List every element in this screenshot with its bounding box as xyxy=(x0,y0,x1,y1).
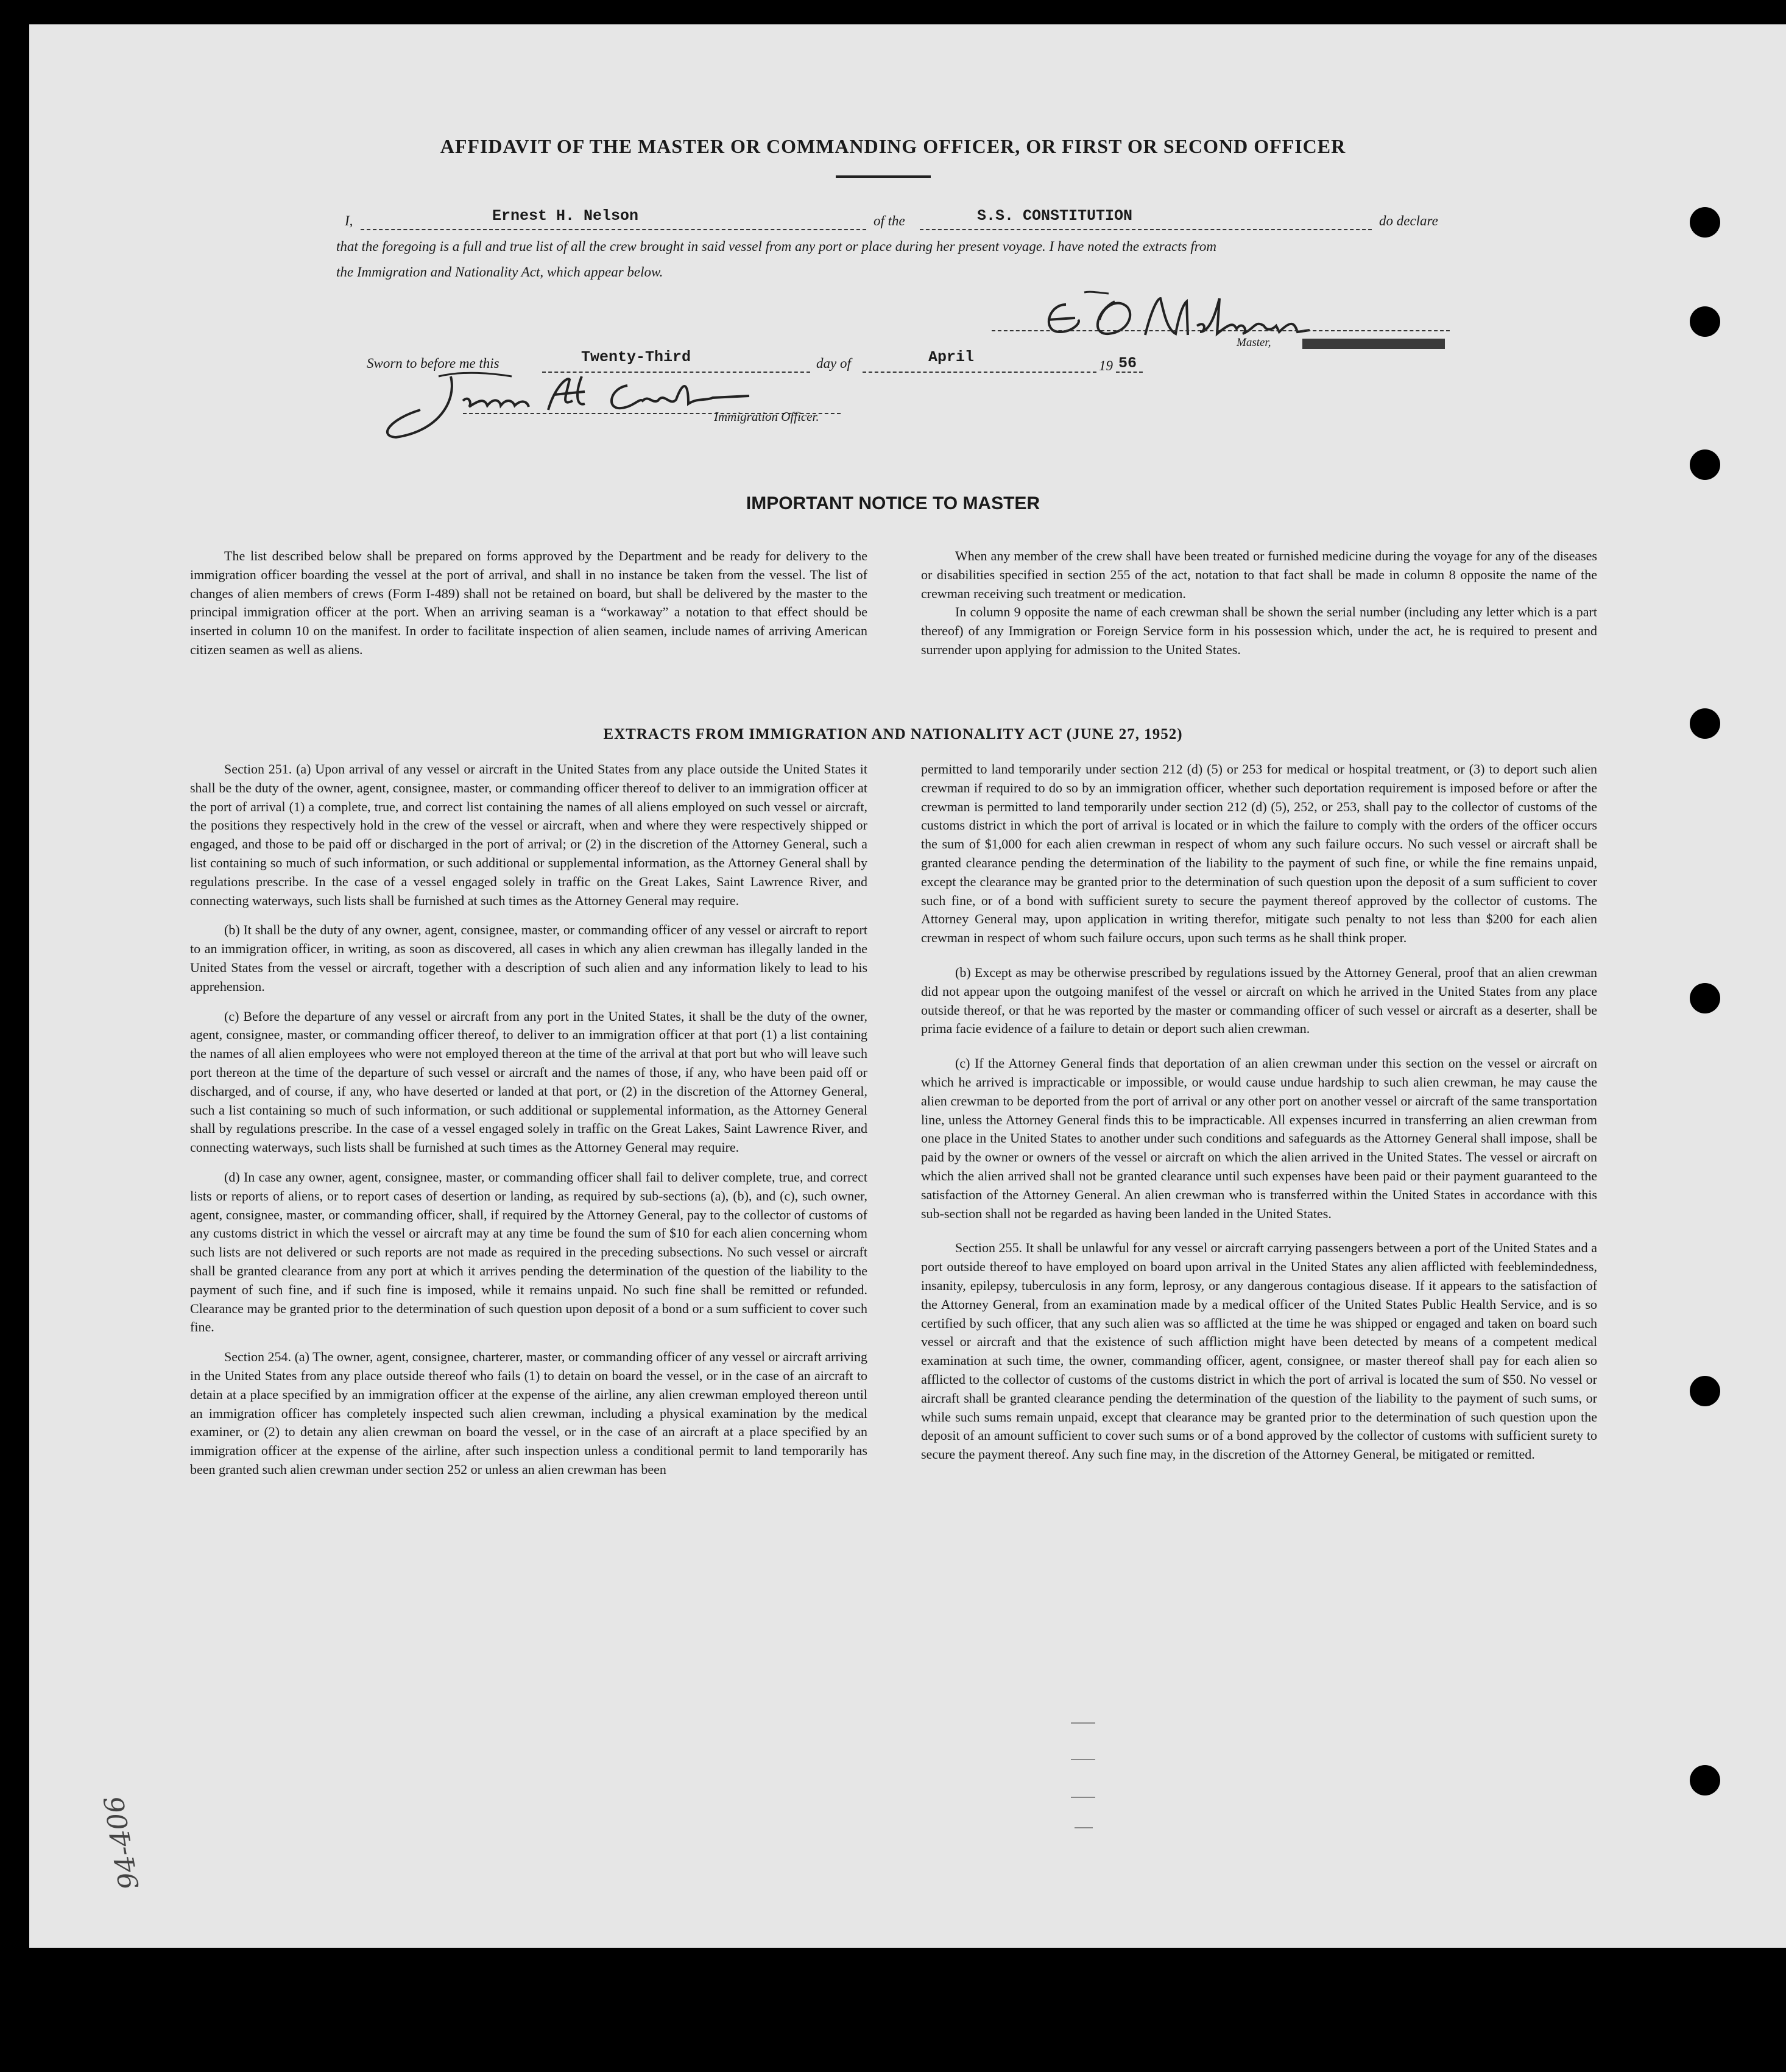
section-251-c: (c) Before the departure of any vessel or aircraft from any port in the United States, it shall be the duty of the owner, agent, consignee, master, or commanding officer thereof, to deliver to an immigration officer at that port (1) a list containing the names of all alien employees who were not employed thereon at the time of the arrival at that port but who will leave such port thereon at the time of the departure of such vessel or aircraft and the names of those, if any, who have been paid off or discharged, and of course, if any, who have deserted or landed at that port, or (2) in the discretion of the Attorney General, such a list containing so much of such information, or such additional or supplemental information, as the Attorney General shall by regulations prescribe. In the case of a vessel engaged solely in traffic on the Great Lakes, Saint Lawrence River, and connecting waterways, such lists shall be furnished at such times as the Attorney General may require. xyxy=(190,1008,867,1155)
section-251-b: (b) It shall be the duty of any owner, agent, consignee, master, or commanding officer of any vessel or aircraft to report to an immigration officer, in writing, as soon as discovered, all cases in which any alien crewman has illegally landed in the United States from the vessel or aircraft, together with a description of such alien and any information likely to lead to his apprehension. xyxy=(190,922,867,994)
declaration-line-1: that the foregoing is a full and true list of all the crew brought in said vessel from any port or place during her present voyage. I have noted the extracts from xyxy=(336,239,1216,254)
sworn-day: Twenty-Third xyxy=(581,348,691,366)
sworn-month-fill-line xyxy=(863,372,1096,373)
label-i: I, xyxy=(345,213,353,228)
dash-mark xyxy=(1071,1797,1095,1798)
year-fill-line xyxy=(1116,372,1143,373)
handwritten-margin-note: 94-406 xyxy=(98,1793,146,1892)
notice-right-paragraph-1: When any member of the crew shall have been treated or furnished medicine during the voyage for any of the diseases or disabilities specified in section 255 of the act, notation to that fact shall be made in column 8 opposite the name of the crewman receiving such treatment or medication. xyxy=(921,548,1597,601)
master-signature-line xyxy=(992,330,1450,331)
punch-hole xyxy=(1690,1765,1720,1795)
label-of-the: of the xyxy=(874,213,905,228)
label-do-declare: do declare xyxy=(1379,213,1438,228)
section-254-b: (b) Except as may be otherwise prescribed by regulations issued by the Attorney General, proof that an alien crewman did not appear upon the outgoing manifest of the vessel or aircraft on which he arrived in the United States from any place outside thereof, or that he was reported by the master or commanding officer of such vessel or aircraft as a deserter, shall be prima facie evidence of a failure to detain or deport such alien crewman. xyxy=(921,964,1597,1037)
dash-mark xyxy=(1071,1759,1095,1760)
master-name: Ernest H. Nelson xyxy=(492,207,639,225)
extracts-right-column xyxy=(921,760,1597,1464)
notice-left-paragraph: The list described below shall be prepared on forms approved by the Department and be ready for delivery to the immigration officer boarding the vessel at the port of arrival, and shall in no instance be taken from the vessel. The list of changes of alien members of crews (Form I-489) shall not be retained on board, but shall be delivered by the master to the principal immigration officer at the port. When an arriving seaman is a “workaway” a notation to that effect should be inserted in column 10 on the manifest. In order to facilitate inspection of alien seamen, include names of arriving American citizen seamen as well as aliens. xyxy=(190,548,867,657)
notice-right-column xyxy=(921,547,1597,660)
struck-out-text xyxy=(1302,339,1445,349)
extracts-title: EXTRACTS FROM IMMIGRATION AND NATIONALITY ACT (JUNE 27, 1952) xyxy=(603,726,1183,742)
section-254-a: Section 254. (a) The owner, agent, consignee, charterer, master, or commanding officer of any vessel or aircraft arriving in the United States from any place outside thereof who fails (1) to detain on board the vessel, or in the case of an aircraft to detain at a place specified by an immigration officer at the expense of the airline, any alien crewman employed thereon until an immigration officer has completely inspected such alien crewman, including a physical examination by the medical examiner, or (2) to detain any alien crewman on board the vessel, or in the case of an aircraft at a place specified by an immigration officer at the expense of the airline, after such inspection unless a conditional permit to land temporarily has been granted such alien crewman under section 252 or unless an alien crewman has been xyxy=(190,1349,867,1477)
notice-left-column xyxy=(190,547,867,660)
punch-hole xyxy=(1690,1376,1720,1406)
immigration-officer-signature xyxy=(372,364,786,443)
vessel-fill-line xyxy=(920,229,1372,230)
section-251-d: (d) In case any owner, agent, consignee, master, or commanding officer shall fail to deliver complete, true, and correct lists or reports of aliens, or to report cases of desertion or landing, as required by sub-sections (a), (b), and (c), such owner, agent, consignee, master, or commanding officer, shall, if required by the Attorney General, pay to the collector of customs of any customs district in which the vessel or aircraft may at any time be found the sum of $10 for each alien concerning whom such lists are not delivered or such reports are not made as required in the preceding subsections. No such vessel or aircraft shall be granted clearance from any port at which it arrives pending the determination of the question of the liability to the payment of such fine, and if such fine is imposed, while it remains unpaid. No such fine shall be remitted or refunded. Clearance may be granted prior to the determination of such question upon deposit of a bond or a sum sufficient to cover such fine. xyxy=(190,1169,867,1335)
section-251-a: Section 251. (a) Upon arrival of any vessel or aircraft in the United States from any place outside the United States it shall be the duty of the owner, agent, consignee, master, or commanding officer thereof to deliver to an immigration officer at the port of arrival (1) a complete, true, and correct list containing the names of all aliens employed on such vessel or aircraft, the positions they respectively hold in the crew of the vessel or aircraft, when and where they were respectively shipped or engaged, and those to be paid off or discharged in the port of arrival; or (2) in the discretion of the Attorney General, such a list containing so much of such information, or such additional or supplemental information, as the Attorney General shall by regulations prescribe. In the case of a vessel engaged solely in traffic on the Great Lakes, Saint Lawrence River, and connecting waterways, such lists shall be furnished at such times as the Attorney General may require. xyxy=(190,761,867,908)
immigration-officer-label: Immigration Officer. xyxy=(714,409,819,424)
sworn-label: Sworn to before me this xyxy=(367,356,499,371)
name-fill-line xyxy=(361,229,866,230)
section-254-a-continued: permitted to land temporarily under section 212 (d) (5) or 253 for medical or hospital treatment, or (3) to deport such alien crewman if required to do so by an immigration officer, whether such deportation requirement is imposed before or after the crewman is permitted to land temporarily under section 212 (d) (5), 252, or 253, shall pay to the collector of customs of the customs district in which the port of arrival is located or in which the failure to comply with the orders of the officer occurs the sum of $1,000 for each alien crewman in respect of whom any such failure occurs. No such vessel or aircraft shall be granted clearance pending the determination of the liability to the payment of such fine, or while the fine remains unpaid, except the clearance may be granted prior to the determination of such question upon the deposit of a sum sufficient to cover such fine, or of a bond with sufficient surety to secure the payment thereof approved by the collector of customs. The Attorney General may, upon application in writing therefor, mitigate such penalty to not less than $200 for each alien crewman in respect of whom such failure occurs, upon such terms as he shall think proper. xyxy=(921,761,1597,946)
section-255: Section 255. It shall be unlawful for any vessel or aircraft carrying passengers between a port of the United States and a port outside thereof to have employed on board upon arrival in the United States any alien afflicted with feeblemindedness, insanity, epilepsy, tuberculosis in any form, leprosy, or any dangerous contagious disease. If it appears to the satisfaction of the Attorney General, from an examination made by a medical officer of the United States Public Health Service, and is so certified by such officer, that any such alien was so afflicted at the time he was shipped or engaged and taken on board such vessel or aircraft and that the existence of such affliction might have been detected by means of a competent medical examination at such time, the owner, commanding officer, agent, consignee, or master thereof shall pay for each alien so afflicted to the collector of customs of the customs district in which the port of arrival is located the sum of $50. No vessel or aircraft shall be granted clearance pending the determination of the question of the liability to the payment of such sums, or while such sums remain unpaid, except that clearance may be granted prior to the determination of such question upon the deposit of an amount sufficient to cover such sums or of a bond approved by the collector of customs with sufficient surety to secure the payment thereof. Any such fine may, in the discretion of the Attorney General, be mitigated or remitted. xyxy=(921,1240,1597,1462)
sworn-month: April xyxy=(928,348,975,366)
vessel-name: S.S. CONSTITUTION xyxy=(977,207,1133,225)
master-label: Master, xyxy=(1237,336,1271,349)
dash-mark xyxy=(1071,1722,1095,1724)
declaration-line-2: the Immigration and Nationality Act, which appear below. xyxy=(336,264,663,280)
punch-hole xyxy=(1690,207,1720,238)
title-rule xyxy=(836,175,931,178)
dash-mark xyxy=(1075,1827,1093,1828)
year-suffix: 56 xyxy=(1118,354,1137,372)
punch-hole xyxy=(1690,306,1720,337)
notice-title: IMPORTANT NOTICE TO MASTER xyxy=(746,493,1040,513)
section-254-c: (c) If the Attorney General finds that deportation of an alien crewman under this section on the vessel or aircraft on which he arrived is impracticable or impossible, or would cause undue hardship to such alien crewman, he may cause the alien crewman to be deported from the port of arrival or any other port on another vessel or aircraft of the same transportation line, unless the Attorney General finds this to be impracticable. All expenses incurred in transferring an alien crewman from one place in the United States to another under such conditions and safeguards as the Attorney General shall impose, shall be paid by the owner or owners of the vessel or aircraft on which the alien arrived in the United States. The vessel or aircraft on which the alien arrived shall not be granted clearance until such expenses have been paid or their payment guaranteed to the satisfaction of the Attorney General. An alien crewman who is transferred within the United States in accordance with this sub-section shall not be regarded as having been landed in the United States. xyxy=(921,1055,1597,1221)
day-of-label: day of xyxy=(816,356,851,371)
scan-border-bottom xyxy=(0,1949,1786,2072)
punch-hole xyxy=(1690,449,1720,480)
master-signature xyxy=(1023,286,1340,353)
punch-hole xyxy=(1690,983,1720,1013)
extracts-left-column xyxy=(190,760,867,1479)
year-prefix: 19 xyxy=(1099,358,1113,373)
affidavit-title: AFFIDAVIT OF THE MASTER OR COMMANDING OFFICER, OR FIRST OR SECOND OFFICER xyxy=(440,135,1346,157)
notice-right-paragraph-2: In column 9 opposite the name of each crewman shall be shown the serial number (including any letter which is a part thereof) of any Immigration or Foreign Service form in his possession which, under the act, he is required to present and surrender upon applying for admission to the United States. xyxy=(921,604,1597,657)
